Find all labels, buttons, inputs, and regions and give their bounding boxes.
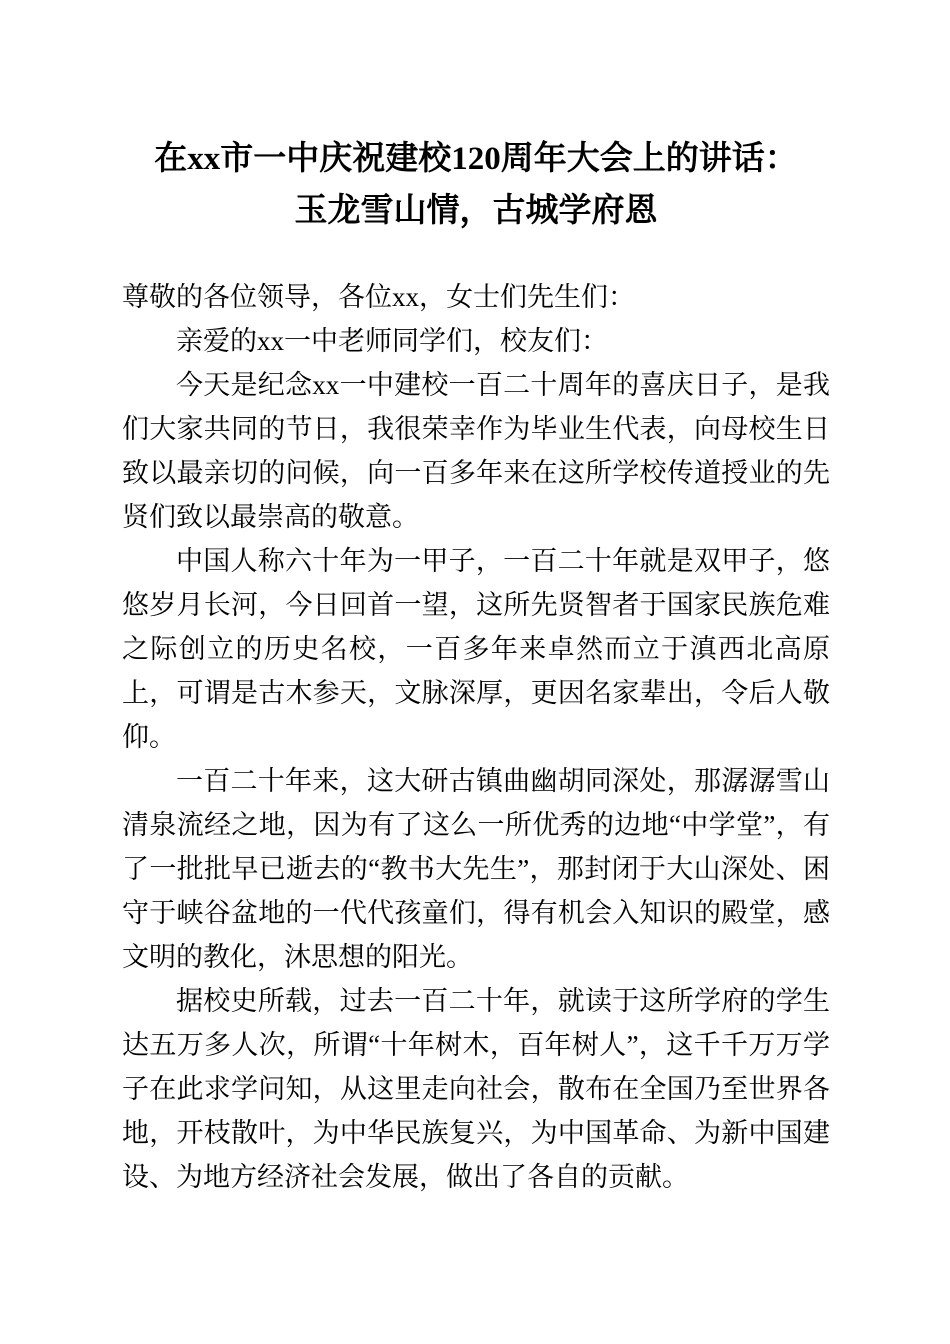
paragraph: 亲爱的xx一中老师同学们，校友们： (176, 326, 608, 356)
paragraph: 一百二十年来，这大研古镇曲幽胡同深处，那潺潺雪山清泉流经之地，因为有了这么一所优秀的边地“中学堂”，有了一批批早已逝去的“教书大先生”，那封闭于大山深处、困守于峡谷盆地的一代代孩童们，得有机会入知识的殿堂，感文明的教化，沐思想的阳光。 (122, 766, 830, 972)
paragraph: 今天是纪念xx一中建校一百二十周年的喜庆日子，是我们大家共同的节日，我很荣幸作为毕业生代表，向母校生日致以最亲切的问候，向一百多年来在这所学校传道授业的先贤们致以最崇高的敬意。 (122, 370, 830, 532)
title-line-1: 在xx市一中庆祝建校120周年大会上的讲话： (154, 141, 798, 177)
paragraph: 据校史所载，过去一百二十年，就读于这所学府的学生达五万多人次，所谓“十年树木，百年树人”，这千千万万学子在此求学问知，从这里走向社会，散布在全国乃至世界各地，开枝散叶，为中华民族复兴，为中国革命、为新中国建设、为地方经济社会发展，做出了各自的贡献。 (122, 986, 830, 1192)
title-line-2: 玉龙雪山情，古城学府恩 (294, 193, 658, 229)
paragraph: 尊敬的各位领导，各位xx，女士们先生们： (122, 282, 635, 312)
document-body (122, 275, 830, 1199)
paragraph: 中国人称六十年为一甲子，一百二十年就是双甲子，悠悠岁月长河，今日回首一望，这所先贤智者于国家民族危难之际创立的历史名校，一百多年来卓然而立于滇西北高原上，可谓是古木参天，文脉深厚，更因名家辈出，令后人敬仰。 (122, 546, 830, 752)
document-title (122, 133, 830, 237)
